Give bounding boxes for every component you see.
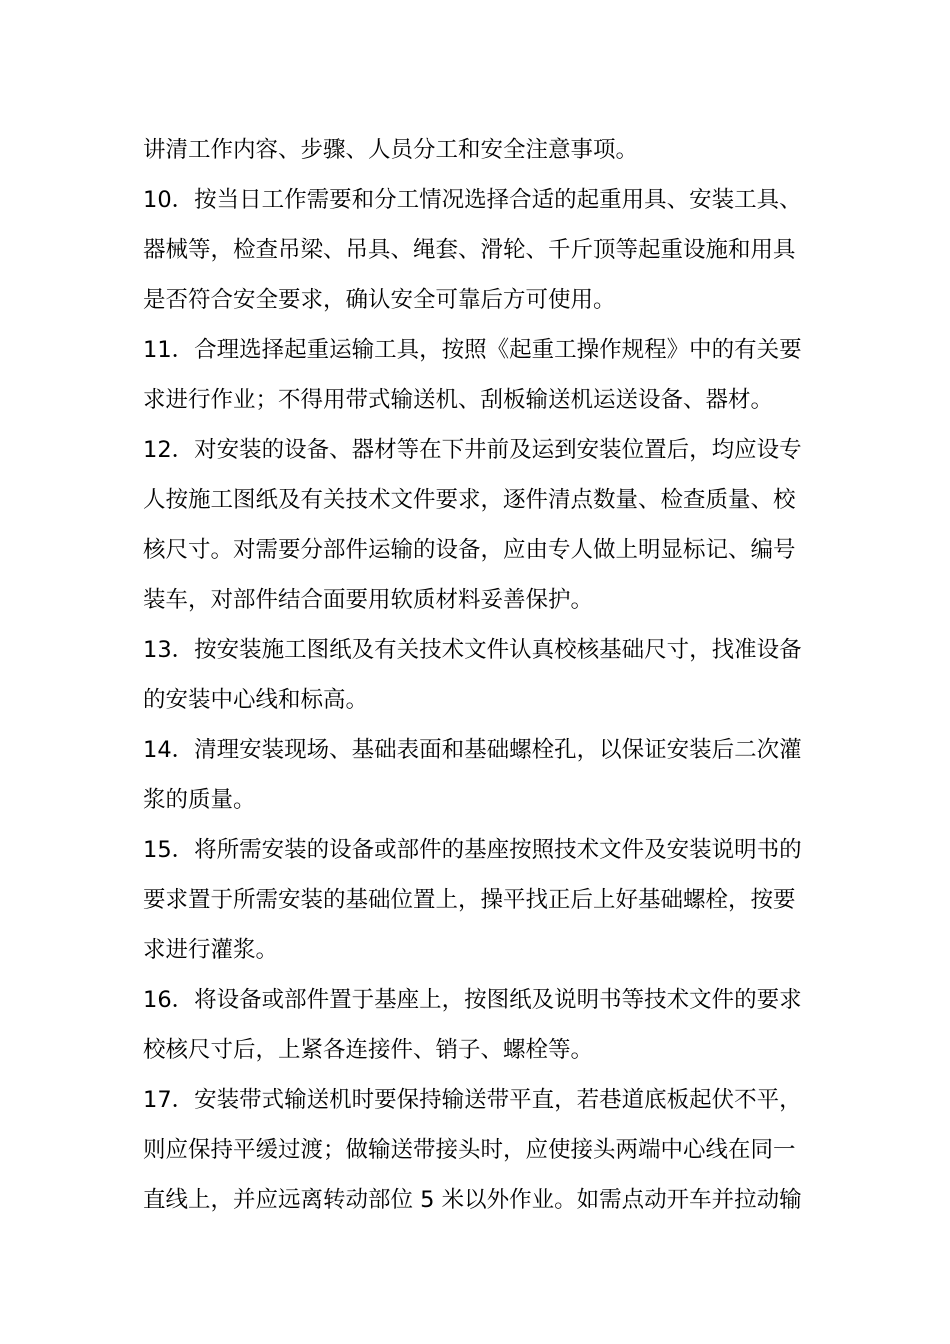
text-line: 14．清理安装现场、基础表面和基础螺栓孔，以保证安装后二次灌 — [143, 737, 802, 763]
document-page — [143, 125, 823, 1225]
paragraph — [143, 975, 823, 1075]
text-line: 校核尺寸后，上紧各连接件、销子、螺栓等。 — [143, 1037, 594, 1063]
text-line: 15．将所需安装的设备或部件的基座按照技术文件及安装说明书的 — [143, 837, 802, 863]
text-line: 则应保持平缓过渡；做输送带接头时，应使接头两端中心线在同一 — [143, 1137, 796, 1163]
text-line: 讲清工作内容、步骤、人员分工和安全注意事项。 — [143, 137, 639, 163]
paragraph — [143, 325, 823, 425]
paragraph — [143, 825, 823, 975]
text-line: 要求置于所需安装的基础位置上，操平找正后上好基础螺栓，按要 — [143, 887, 796, 913]
paragraph — [143, 625, 823, 725]
text-line: 求进行作业；不得用带式输送机、刮板输送机运送设备、器材。 — [143, 387, 774, 413]
text-line: 装车，对部件结合面要用软质材料妥善保护。 — [143, 587, 594, 613]
text-line: 直线上，并应远离转动部位 5 米以外作业。如需点动开车并拉动输 — [143, 1187, 802, 1213]
text-line: 11．合理选择起重运输工具，按照《起重工操作规程》中的有关要 — [143, 337, 802, 363]
text-line: 16．将设备或部件置于基座上，按图纸及说明书等技术文件的要求 — [143, 987, 802, 1013]
paragraph — [143, 725, 823, 825]
text-line: 的安装中心线和标高。 — [143, 687, 369, 713]
text-line: 器械等，检查吊梁、吊具、绳套、滑轮、千斤顶等起重设施和用具 — [143, 237, 796, 263]
paragraph — [143, 175, 823, 325]
text-line: 求进行灌浆。 — [143, 937, 279, 963]
text-line: 浆的质量。 — [143, 787, 256, 813]
paragraph — [143, 1075, 823, 1225]
text-line: 人按施工图纸及有关技术文件要求，逐件清点数量、检查质量、校 — [143, 487, 796, 513]
text-line: 17．安装带式输送机时要保持输送带平直，若巷道底板起伏不平， — [143, 1087, 802, 1113]
text-line: 10．按当日工作需要和分工情况选择合适的起重用具、安装工具、 — [143, 187, 802, 213]
text-line: 12．对安装的设备、器材等在下井前及运到安装位置后，均应设专 — [143, 437, 802, 463]
paragraph — [143, 125, 823, 175]
text-line: 核尺寸。对需要分部件运输的设备，应由专人做上明显标记、编号 — [143, 537, 796, 563]
text-line: 是否符合安全要求，确认安全可靠后方可使用。 — [143, 287, 616, 313]
paragraph — [143, 425, 823, 625]
text-line: 13．按安装施工图纸及有关技术文件认真校核基础尺寸，找准设备 — [143, 637, 802, 663]
